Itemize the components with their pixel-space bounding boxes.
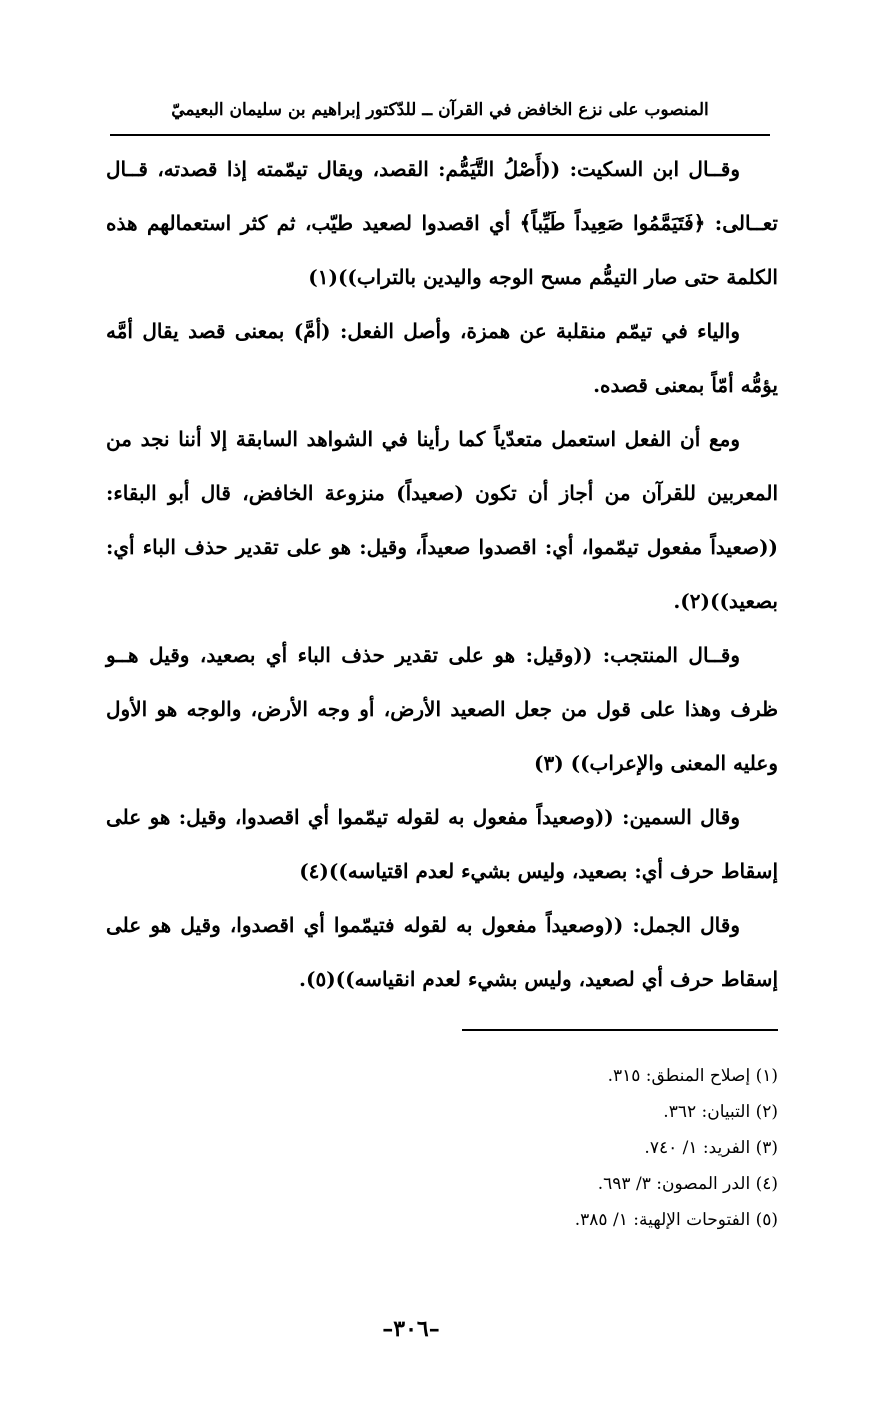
footnote-rule — [462, 1029, 778, 1031]
page-number: –٣٠٦– — [382, 1316, 440, 1342]
footnote-3: (٣) الفريد: ١/ ٧٤٠. — [644, 1138, 778, 1158]
paragraph-5: وقال السمين: ((وصعيداً مفعول به لقوله تيمّموا أي اقصدوا، وقيل: هو على إسقاط حرف أي: بصعيد، وليس بشيء لعدم اقتياسه))(٤) — [106, 805, 778, 883]
footnotes — [300, 1058, 778, 1238]
body-text — [106, 142, 778, 1006]
footnote-1: (١) إصلاح المنطق: ٣١٥. — [607, 1066, 778, 1086]
paragraph-1: وقــال ابن السكيت: ((أَصْلُ التَّيَمُّم: القصد، ويقال تيمّمته إذا قصدته، قــال تعــالى: ﴿فَتَيَمَّمُوا صَعِيداً طَيِّباً﴾ أي اقصدوا لصعيد طيّب، ثم كثر استعمالهم هذه الكلمة حتى صار التيمُّم مسح الوجه واليدين بالتراب))(١) — [106, 157, 778, 289]
paragraph-4: وقــال المنتجب: ((وقيل: هو على تقدير حذف الباء أي بصعيد، وقيل هــو ظرف وهذا على قول من جعل الصعيد الأرض، أو وجه الأرض، والوجه هو الأول وعليه المعنى والإعراب)) (٣) — [106, 643, 778, 775]
footnote-2: (٢) التبيان: ٣٦٢. — [663, 1102, 778, 1122]
footnote-4: (٤) الدر المصون: ٣/ ٦٩٣. — [597, 1174, 778, 1194]
footnote-5: (٥) الفتوحات الإلهية: ١/ ٣٨٥. — [574, 1210, 778, 1230]
running-header: المنصوب على نزع الخافض في القرآن ــ للدّكتور إبراهيم بن سليمان البعيميّ — [171, 100, 709, 120]
paragraph-3: ومع أن الفعل استعمل متعدّياً كما رأينا في الشواهد السابقة إلا أننا نجد من المعربين للقرآن من أجاز أن تكون (صعيداً) منزوعة الخافض، قال أبو البقاء: ((صعيداً مفعول تيمّموا، أي: اقصدوا صعيداً، وقيل: هو على تقدير حذف الباء أي: بصعيد))(٢). — [106, 427, 778, 613]
paragraph-2: والياء في تيمّم منقلبة عن همزة، وأصل الفعل: (أمَّ) بمعنى قصد يقال أمَّه يؤمُّه أمّاً بمعنى قصده. — [106, 319, 778, 397]
paragraph-6: وقال الجمل: ((وصعيداً مفعول به لقوله فتيمّموا أي اقصدوا، وقيل هو على إسقاط حرف أي لصعيد، وليس بشيء لعدم انقياسه))(٥). — [106, 913, 778, 991]
header-rule — [110, 134, 770, 136]
